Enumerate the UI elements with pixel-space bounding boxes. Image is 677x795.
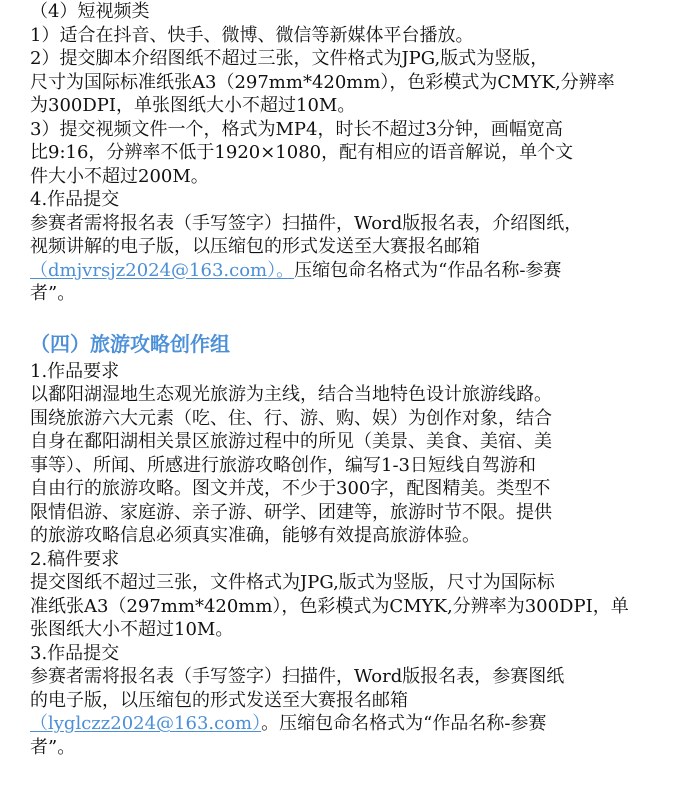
paragraph-line: 准纸张A3（297mm*420mm），色彩模式为CMYK,分辨率为300DPI，单 bbox=[30, 595, 629, 617]
subheading-manuscript: 2.稿件要求 bbox=[30, 548, 120, 570]
paragraph-line: 自身在鄱阳湖相关景区旅游过程中的所见（美景、美食、美宿、美 bbox=[30, 431, 552, 452]
paragraph-line: 参赛者需将报名表（手写签字）扫描件，Word版报名表，介绍图纸， bbox=[30, 212, 583, 234]
email-link-travel[interactable]: （lyglczz2024@163.com） bbox=[30, 713, 262, 734]
email-link-video[interactable]: （dmjvrsjz2024@163.com）。 bbox=[30, 259, 295, 281]
section-heading-travel-guide: （四）旅游攻略创作组 bbox=[30, 331, 230, 356]
section-short-video bbox=[30, 0, 670, 306]
paragraph-line: 3）提交视频文件一个，格式为MP4，时长不超过3分钟，画幅宽高 bbox=[30, 118, 563, 140]
email-tail-text: 压缩包命名格式为“作品名称-参赛 bbox=[294, 259, 562, 281]
paragraph-line: 以鄱阳湖湿地生态观光旅游为主线，结合当地特色设计旅游线路。 bbox=[30, 384, 552, 405]
paragraph-line: 事等）、所闻、所感进行旅游攻略创作，编写1-3日短线自驾游和 bbox=[30, 454, 536, 476]
paragraph-line: 限情侣游、家庭游、亲子游、研学、团建等，旅游时节不限。提供 bbox=[30, 501, 552, 523]
paragraph-line: 参赛者需将报名表（手写签字）扫描件，Word版报名表，参赛图纸 bbox=[30, 666, 565, 687]
section-travel-guide bbox=[30, 330, 670, 760]
paragraph-line: 件大小不超过200M。 bbox=[30, 165, 209, 187]
paragraph-line: 的旅游攻略信息必须真实准确，能够有效提高旅游体验。 bbox=[30, 525, 480, 546]
paragraph-line: 2）提交脚本介绍图纸不超过三张，文件格式为JPG,版式为竖版， bbox=[30, 48, 549, 69]
paragraph-line: 张图纸大小不超过10M。 bbox=[30, 619, 234, 640]
email-line bbox=[30, 712, 670, 736]
subheading-short-video: （4）短视频类 bbox=[30, 1, 150, 22]
paragraph-line: 视频讲解的电子版，以压缩包的形式发送至大赛报名邮箱 bbox=[30, 236, 480, 257]
paragraph-line: 者”。 bbox=[30, 283, 76, 304]
paragraph-line: 自由行的旅游攻略。图文并茂，不少于300字，配图精美。类型不 bbox=[30, 478, 551, 499]
subheading-requirements: 1.作品要求 bbox=[30, 360, 120, 382]
paragraph-line: 围绕旅游六大元素（吃、住、行、游、购、娱）为创作对象，结合 bbox=[30, 407, 552, 429]
paragraph-line: 的电子版，以压缩包的形式发送至大赛报名邮箱 bbox=[30, 689, 408, 711]
paragraph-line: 为300DPI，单张图纸大小不超过10M。 bbox=[30, 95, 356, 116]
paragraph-line: 比9:16，分辨率不低于1920×1080，配有相应的语音解说，单个文 bbox=[30, 142, 574, 163]
paragraph-line: 提交图纸不超过三张，文件格式为JPG,版式为竖版，尺寸为国际标 bbox=[30, 572, 555, 593]
subheading-submission: 3.作品提交 bbox=[30, 642, 120, 664]
paragraph-line: 者”。 bbox=[30, 736, 76, 758]
subheading-submission: 4.作品提交 bbox=[30, 189, 120, 210]
email-line bbox=[30, 259, 670, 283]
email-tail-text: 。压缩包命名格式为“作品名称-参赛 bbox=[261, 713, 547, 734]
paragraph-line: 1）适合在抖音、快手、微博、微信等新媒体平台播放。 bbox=[30, 24, 474, 46]
paragraph-line: 尺寸为国际标准纸张A3（297mm*420mm），色彩模式为CMYK,分辨率 bbox=[30, 71, 615, 93]
document-page bbox=[30, 0, 670, 759]
section-gap bbox=[30, 306, 670, 330]
